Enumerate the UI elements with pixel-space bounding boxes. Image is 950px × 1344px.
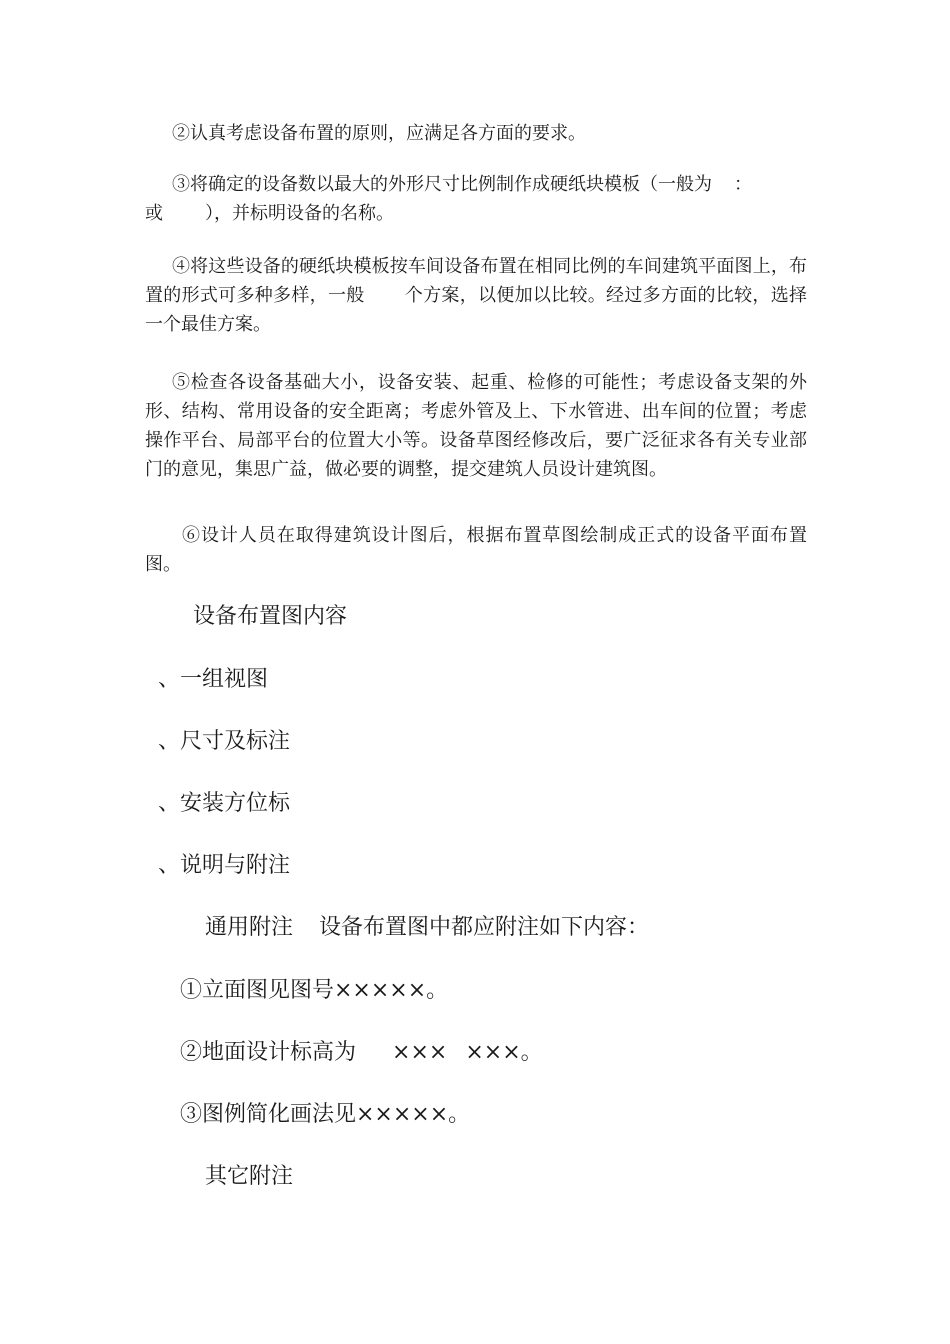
note-ground-elevation-label: ②地面设计标高为 bbox=[180, 1040, 357, 1065]
step-3-text-b: ： bbox=[734, 174, 752, 195]
other-notes-label: 其它附注 bbox=[205, 1164, 294, 1189]
paragraph-step-5 bbox=[145, 368, 807, 484]
step-4-text-b: 个方案，以便加以比较。经过多方面的比较，选择一个最佳方案。 bbox=[145, 285, 807, 335]
step-2-text: ②认真考虑设备布置的原则，应满足各方面的要求。 bbox=[172, 123, 586, 144]
paragraph-step-4 bbox=[145, 252, 807, 339]
section-item-notes: 、说明与附注 bbox=[158, 853, 291, 878]
step-3-text-d: ），并标明设备的名称。 bbox=[205, 203, 394, 224]
step-3-text-a: ③将确定的设备数以最大的外形尺寸比例制作成硬纸块模板（一般为 bbox=[172, 174, 712, 195]
note-elevation-drawing: ①立面图见图号×××××。 bbox=[180, 978, 449, 1003]
paragraph-step-3 bbox=[145, 170, 807, 228]
paragraph-step-6 bbox=[145, 521, 807, 579]
section-heading: 设备布置图内容 bbox=[193, 604, 348, 629]
section-item-dimensions: 、尺寸及标注 bbox=[158, 729, 291, 754]
note-ground-elevation bbox=[180, 1038, 543, 1068]
note-ground-elevation-value-a: ××× bbox=[392, 1040, 448, 1065]
step-5-text: ⑤检查各设备基础大小，设备安装、起重、检修的可能性；考虑设备支架的外形、结构、常用设备的安全距离；考虑外管及上、下水管进、出车间的位置；考虑操作平台、局部平台的位置大小等。设备草图经修改后，要广泛征求各有关专业部门的意见，集思广益，做必要的调整，提交建筑人员设计建筑图。 bbox=[145, 372, 807, 480]
step-4-text-a: ④将这些设备的硬纸块模板按车间设备布置在相同比例的车间建筑平面图上，布置的形式可多种多样，一般 bbox=[145, 256, 807, 306]
note-legend: ③图例简化画法见×××××。 bbox=[180, 1102, 471, 1127]
section-item-views: 、一组视图 bbox=[158, 667, 269, 692]
step-3-text-c: 或 bbox=[145, 203, 163, 224]
general-notes-label: 通用附注 bbox=[205, 915, 294, 940]
note-ground-elevation-value-b: ×××。 bbox=[465, 1040, 543, 1065]
general-notes-text: 设备布置图中都应附注如下内容： bbox=[319, 915, 650, 940]
step-6-text: ⑥设计人员在取得建筑设计图后，根据布置草图绘制成正式的设备平面布置图。 bbox=[145, 525, 807, 575]
paragraph-step-2 bbox=[145, 119, 807, 148]
general-notes-line bbox=[205, 913, 649, 943]
section-item-orientation: 、安装方位标 bbox=[158, 791, 291, 816]
